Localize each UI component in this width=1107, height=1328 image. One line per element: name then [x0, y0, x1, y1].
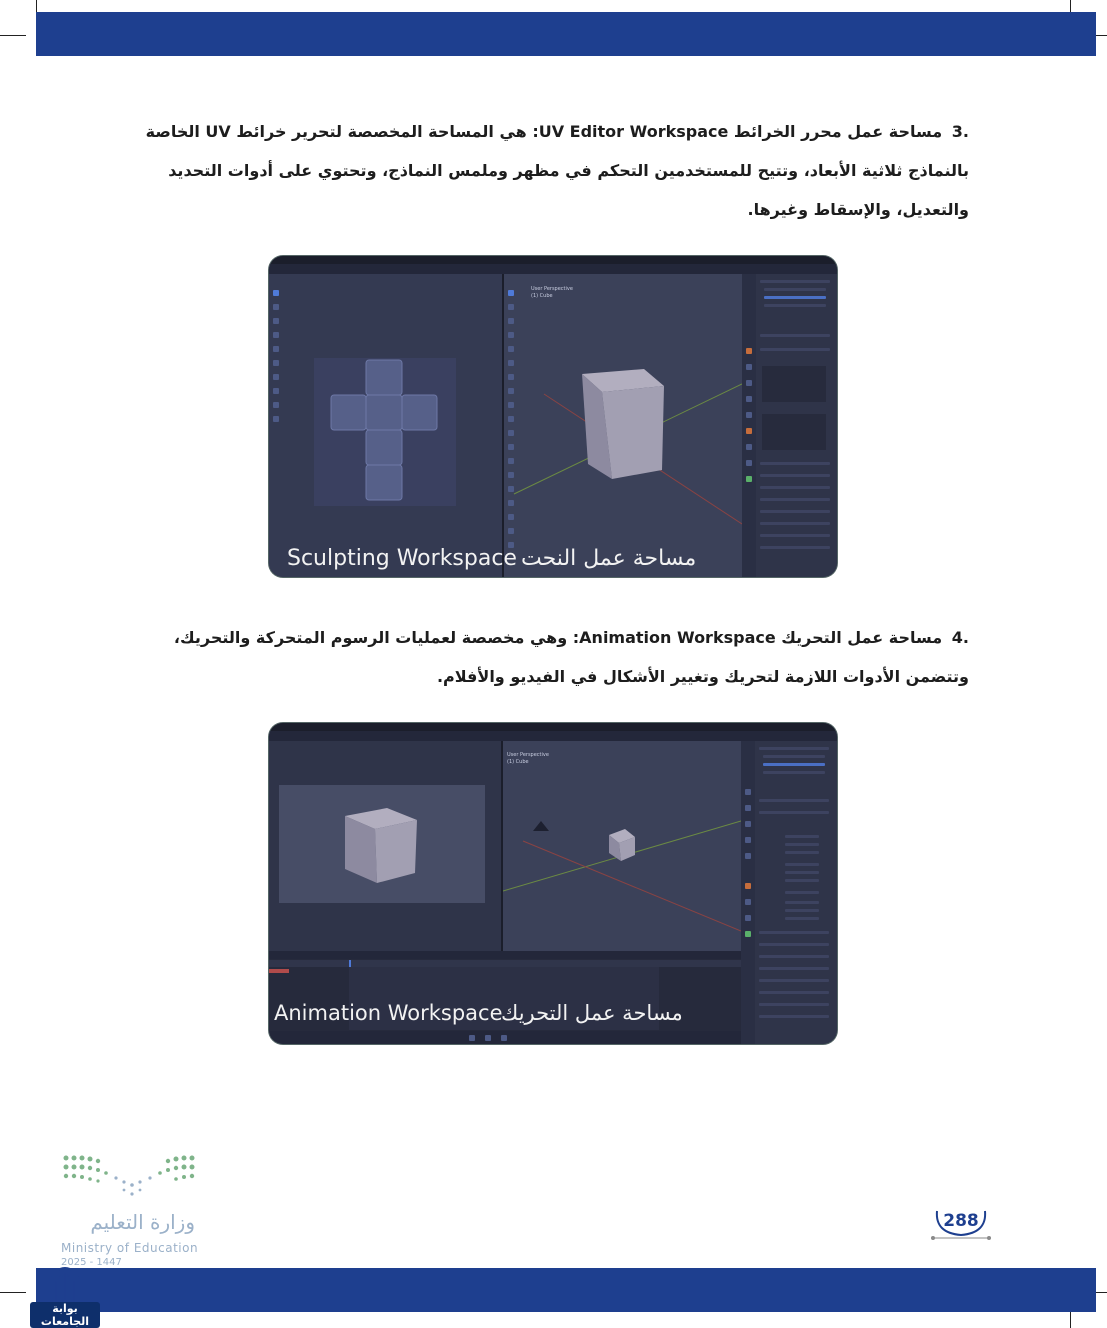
- object-tab-icon: [745, 883, 751, 889]
- elastic-icon: [508, 486, 514, 492]
- scrape-icon: [508, 430, 514, 436]
- ministry-name-en: Ministry of Education: [61, 1241, 199, 1255]
- tool-tab-icon: [745, 789, 751, 795]
- figure-sculpting-workspace: [269, 256, 837, 577]
- property-row: [759, 931, 829, 934]
- viewport-toolbar: [508, 290, 516, 560]
- tool-tab-icon: [746, 348, 752, 354]
- caption-en: Sculpting Workspace: [287, 546, 517, 571]
- outliner-row: [764, 296, 826, 299]
- crop-mark: [0, 35, 26, 36]
- pose-icon: [508, 528, 514, 534]
- summary-row: [269, 969, 289, 973]
- paragraph-text: مساحة عمل محرر الخرائط UV Editor Workspace: هي المساحة المخصصة لتحرير خرائط UV الخاصة بالنماذج ثلاثية الأبعاد، وتتيح للمستخدمين التحكم في مظهر وملمس النماذج، وتحتوي على أدوات التحديد والتعديل، والإسقاط وغيرها.: [145, 122, 969, 219]
- render-tab-icon: [745, 805, 751, 811]
- rotation-x[interactable]: [785, 863, 819, 866]
- multiplane-icon: [508, 444, 514, 450]
- world-tab-icon: [746, 412, 752, 418]
- layer-icon: [508, 332, 514, 338]
- clay-icon: [508, 304, 514, 310]
- crop-mark: [0, 1292, 26, 1293]
- location-x[interactable]: [785, 835, 819, 838]
- clay-strips-icon: [508, 318, 514, 324]
- property-row: [759, 979, 829, 982]
- ministry-logo: [60, 1150, 220, 1270]
- scene-tab-icon: [746, 396, 752, 402]
- property-row: [759, 943, 829, 946]
- header-band: [36, 12, 1096, 56]
- frame-ruler: [269, 960, 741, 967]
- object-tab-icon: [746, 428, 752, 434]
- outliner-row: [760, 280, 830, 283]
- property-row: [759, 1003, 829, 1006]
- property-row: [760, 486, 830, 489]
- timeline-header: [269, 951, 741, 959]
- fill-icon: [508, 416, 514, 422]
- flatten-icon: [508, 402, 514, 408]
- properties-panel: [755, 741, 837, 1044]
- property-row: [759, 811, 829, 814]
- ministry-name-ar: وزارة التعليم: [90, 1210, 195, 1234]
- stamp-text: بوابة الجامعات: [30, 1302, 100, 1328]
- year-label: 2025 - 1447: [61, 1257, 122, 1268]
- paragraph-animation: [139, 618, 969, 696]
- location-y[interactable]: [785, 843, 819, 846]
- rotation-y[interactable]: [785, 871, 819, 874]
- property-row: [759, 1015, 829, 1018]
- properties-tabs: [741, 741, 755, 1044]
- outliner-row: [764, 304, 826, 307]
- university-portal-stamp: [30, 1255, 100, 1328]
- output-tab-icon: [745, 821, 751, 827]
- property-row: [759, 955, 829, 958]
- grab-icon: [508, 472, 514, 478]
- pinch-icon: [508, 458, 514, 464]
- page-number: [931, 1207, 991, 1241]
- data-tab-icon: [745, 931, 751, 937]
- ministry-logo-dots: [60, 1150, 200, 1200]
- property-row: [760, 462, 830, 465]
- property-row: [759, 991, 829, 994]
- physics-tab-icon: [745, 915, 751, 921]
- output-tab-icon: [746, 380, 752, 386]
- properties-panel: [756, 274, 837, 577]
- scale-x[interactable]: [785, 901, 819, 904]
- property-row: [760, 474, 830, 477]
- caption-en: Animation Workspace: [274, 1001, 503, 1025]
- thumb-icon: [508, 514, 514, 520]
- render-tab-icon: [746, 364, 752, 370]
- jump-start-icon[interactable]: [469, 1035, 475, 1041]
- caption-ar: مساحة عمل النحت: [521, 546, 697, 571]
- viewport-scene: [504, 274, 742, 577]
- smooth-icon: [508, 388, 514, 394]
- property-row: [760, 546, 830, 549]
- properties-tabs: [742, 274, 756, 577]
- viewport-scene: [503, 741, 741, 951]
- outliner-row: [763, 755, 825, 758]
- modifier-tab-icon: [745, 899, 751, 905]
- property-row: [760, 348, 830, 351]
- property-row: [759, 967, 829, 970]
- page-number-text: 288: [943, 1211, 979, 1231]
- mode-select[interactable]: [785, 891, 819, 894]
- uv-unwrap-cross: [269, 256, 502, 577]
- blob-icon: [508, 360, 514, 366]
- data-tab-icon: [746, 476, 752, 482]
- scale-z[interactable]: [785, 917, 819, 920]
- property-row: [760, 334, 830, 337]
- scale-y[interactable]: [785, 909, 819, 912]
- property-row: [760, 522, 830, 525]
- property-row: [760, 534, 830, 537]
- viewport-sublabel: (1) Cube: [507, 759, 529, 765]
- footer-band: [36, 1268, 1096, 1312]
- viewport-label: User Perspective: [531, 286, 573, 292]
- outliner-row: [764, 288, 826, 291]
- inflate-icon: [508, 346, 514, 352]
- snake-hook-icon: [508, 500, 514, 506]
- viewport-label: User Perspective: [507, 752, 549, 758]
- jump-end-icon[interactable]: [501, 1035, 507, 1041]
- rotation-z[interactable]: [785, 879, 819, 882]
- draw-icon: [508, 290, 514, 296]
- scene-tab-icon: [745, 837, 751, 843]
- figure-animation-workspace: [269, 723, 837, 1044]
- paragraph-uv-editor: [139, 112, 969, 229]
- outliner-row: [763, 763, 825, 766]
- location-z[interactable]: [785, 851, 819, 854]
- property-row: [760, 498, 830, 501]
- outliner-row: [759, 747, 829, 750]
- shape-keys-list: [762, 414, 826, 450]
- modifier-tab-icon: [746, 444, 752, 450]
- item-number: .4: [951, 628, 969, 647]
- world-tab-icon: [745, 853, 751, 859]
- property-row: [759, 799, 829, 802]
- camera-cube: [269, 723, 501, 951]
- play-icon[interactable]: [485, 1035, 491, 1041]
- caption-ar: مساحة عمل التحريك: [501, 1001, 683, 1025]
- viewport-sublabel: (1) Cube: [531, 293, 553, 299]
- physics-tab-icon: [746, 460, 752, 466]
- item-number: .3: [951, 122, 969, 141]
- outliner-row: [763, 771, 825, 774]
- paragraph-text: مساحة عمل التحريك Animation Workspace: وهي مخصصة لعمليات الرسوم المتحركة والتحريك، وتتضمن الأدوات اللازمة لتحريك وتغيير الأشكال في الفيديو والأفلام.: [173, 628, 969, 686]
- property-row: [760, 510, 830, 513]
- crease-icon: [508, 374, 514, 380]
- vertex-groups-list: [762, 366, 826, 402]
- playback-controls: [269, 1031, 741, 1044]
